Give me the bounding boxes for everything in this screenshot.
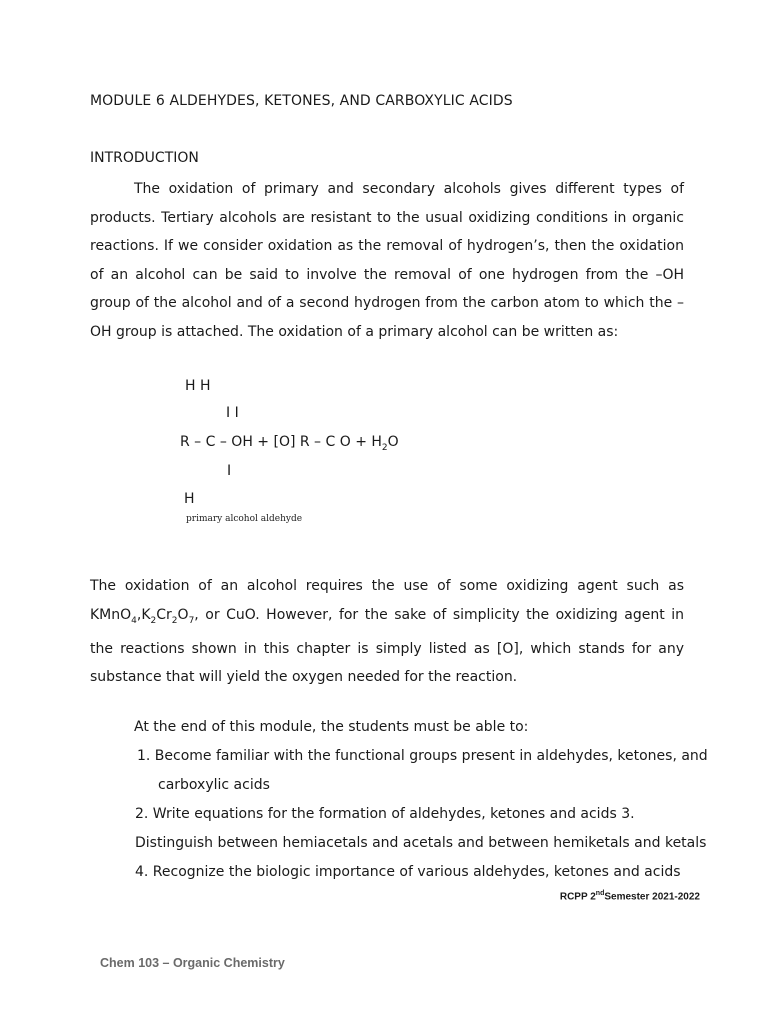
para2-sub-1: 4: [131, 615, 137, 626]
semester-sup: nd: [595, 890, 605, 897]
module-title: MODULE 6 ALDEHYDES, KETONES, AND CARBOXYLIC ACIDS: [90, 93, 513, 109]
oxidizing-agent-paragraph: [90, 572, 684, 692]
para2-text-2: ,K: [136, 606, 151, 623]
para2-sub-4: 7: [188, 615, 195, 626]
objective-line-1: 1. Become familiar with the functional groups present in aldehydes, ketones, and: [137, 748, 708, 764]
para2-text-3: Cr: [156, 606, 172, 623]
para2-text-5: , or CuO. However, for the sake of simplicity the oxidizing agent in the reactions shown in this chapter is simply listed as [O], which stands for any substance that will yield the oxygen needed for the reaction.: [90, 606, 684, 686]
equation-bottom-hydrogen: H: [184, 491, 195, 507]
equation-main-line: [180, 434, 399, 453]
equation-top-bonds: I I: [226, 405, 239, 421]
para2-text-4: O: [177, 606, 189, 623]
introduction-paragraph: The oxidation of primary and secondary alcohols gives different types of products. Tertiary alcohols are resistant to the usual oxidizing conditions in organic reactions. If we consider oxidation as the removal of hydrogen’s, then the oxidation of an alcohol can be said to involve the removal of one hydrogen from the –OH group of the alcohol and of a second hydrogen from the carbon atom to which the –OH group is attached. The oxidation of a primary alcohol can be written as:: [90, 181, 684, 340]
objective-line-5: 4. Recognize the biologic importance of various aldehydes, ketones and acids: [135, 864, 681, 880]
objective-line-3: 2. Write equations for the formation of aldehydes, ketones and acids 3.: [135, 806, 635, 822]
semester-suffix: Semester 2021-2022: [604, 891, 700, 903]
equation-main-left: R – C – OH + [O] R – C O + H: [180, 434, 382, 450]
semester-prefix: RCPP 2: [559, 891, 596, 903]
equation-bottom-bond: I: [227, 463, 232, 479]
objectives-intro: At the end of this module, the students must be able to:: [134, 719, 529, 735]
para2-sub-3: 2: [171, 615, 178, 626]
equation-top-hydrogens: H H: [185, 378, 211, 394]
equation-water-subscript: 2: [381, 442, 388, 453]
semester-label: [560, 890, 700, 902]
course-footer: Chem 103 – Organic Chemistry: [100, 956, 285, 970]
introduction-heading: INTRODUCTION: [90, 150, 199, 166]
equation-caption: primary alcohol aldehyde: [186, 514, 303, 524]
equation-main-right: O: [387, 434, 399, 450]
objective-line-4: Distinguish between hemiacetals and acetals and between hemiketals and ketals: [135, 835, 707, 851]
para2-sub-2: 2: [150, 615, 157, 626]
objective-line-2: carboxylic acids: [158, 777, 270, 793]
para2-text-1: The oxidation of an alcohol requires the use of some oxidizing agent such as KMnO: [90, 578, 684, 623]
